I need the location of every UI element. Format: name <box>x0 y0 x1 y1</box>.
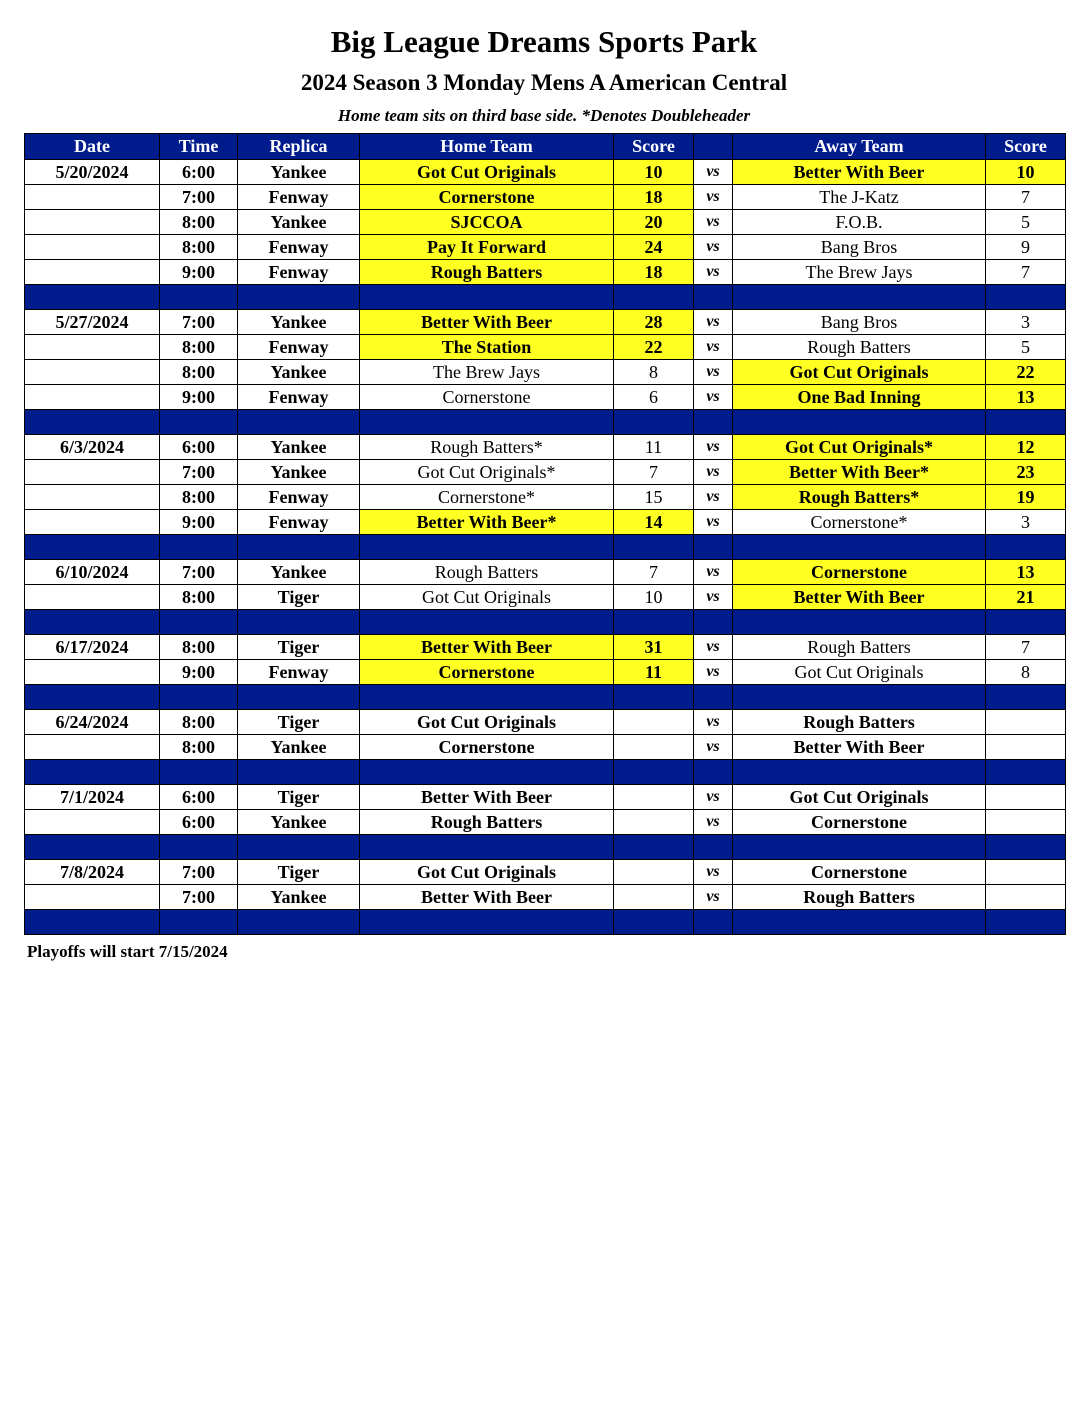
replica-cell: Tiger <box>238 785 360 810</box>
home-team-cell: Got Cut Originals* <box>360 460 614 485</box>
vs-cell: vs <box>694 460 733 485</box>
separator-cell <box>733 685 986 710</box>
away-team-cell: Better With Beer <box>733 735 986 760</box>
home-score-cell: 7 <box>614 460 694 485</box>
separator-cell <box>160 610 238 635</box>
home-team-cell: Better With Beer <box>360 635 614 660</box>
separator-cell <box>160 685 238 710</box>
away-score-cell: 5 <box>986 335 1066 360</box>
separator-cell <box>25 910 160 935</box>
home-team-cell: Got Cut Originals <box>360 710 614 735</box>
vs-cell: vs <box>694 735 733 760</box>
vs-cell: vs <box>694 435 733 460</box>
date-cell <box>25 385 160 410</box>
away-score-cell <box>986 860 1066 885</box>
date-cell <box>25 485 160 510</box>
home-score-cell: 7 <box>614 560 694 585</box>
vs-cell: vs <box>694 385 733 410</box>
away-score-cell: 8 <box>986 660 1066 685</box>
game-row <box>25 510 1066 535</box>
vs-cell: vs <box>694 185 733 210</box>
home-score-cell: 20 <box>614 210 694 235</box>
game-row <box>25 860 1066 885</box>
home-team-cell: Better With Beer <box>360 310 614 335</box>
separator-cell <box>160 285 238 310</box>
column-header: Away Team <box>733 134 986 160</box>
game-row <box>25 485 1066 510</box>
game-row <box>25 660 1066 685</box>
separator-cell <box>160 835 238 860</box>
separator-cell <box>25 760 160 785</box>
away-score-cell: 13 <box>986 560 1066 585</box>
time-cell: 8:00 <box>160 335 238 360</box>
home-score-cell: 18 <box>614 260 694 285</box>
week-separator-row <box>25 835 1066 860</box>
game-row <box>25 810 1066 835</box>
date-cell <box>25 260 160 285</box>
home-team-cell: SJCCOA <box>360 210 614 235</box>
game-row <box>25 585 1066 610</box>
separator-cell <box>360 835 614 860</box>
away-score-cell: 13 <box>986 385 1066 410</box>
time-cell: 9:00 <box>160 510 238 535</box>
column-header: Replica <box>238 134 360 160</box>
date-cell: 6/3/2024 <box>25 435 160 460</box>
vs-cell: vs <box>694 710 733 735</box>
home-score-cell: 15 <box>614 485 694 510</box>
separator-cell <box>238 410 360 435</box>
replica-cell: Fenway <box>238 335 360 360</box>
separator-cell <box>986 760 1066 785</box>
separator-cell <box>25 685 160 710</box>
separator-cell <box>733 835 986 860</box>
away-team-cell: Rough Batters <box>733 635 986 660</box>
replica-cell: Yankee <box>238 735 360 760</box>
separator-cell <box>25 285 160 310</box>
time-cell: 7:00 <box>160 310 238 335</box>
separator-cell <box>986 910 1066 935</box>
date-cell <box>25 235 160 260</box>
separator-cell <box>986 610 1066 635</box>
column-header <box>694 134 733 160</box>
home-team-cell: Got Cut Originals <box>360 585 614 610</box>
vs-cell: vs <box>694 310 733 335</box>
replica-cell: Fenway <box>238 235 360 260</box>
week-separator-row <box>25 610 1066 635</box>
vs-cell: vs <box>694 210 733 235</box>
home-score-cell <box>614 785 694 810</box>
time-cell: 7:00 <box>160 560 238 585</box>
vs-cell: vs <box>694 510 733 535</box>
separator-cell <box>986 535 1066 560</box>
date-cell: 7/1/2024 <box>25 785 160 810</box>
game-row <box>25 260 1066 285</box>
column-header: Date <box>25 134 160 160</box>
replica-cell: Fenway <box>238 260 360 285</box>
vs-cell: vs <box>694 485 733 510</box>
away-score-cell: 9 <box>986 235 1066 260</box>
date-cell <box>25 210 160 235</box>
home-score-cell: 10 <box>614 585 694 610</box>
away-team-cell: Rough Batters* <box>733 485 986 510</box>
home-team-cell: Rough Batters <box>360 260 614 285</box>
schedule-note: Home team sits on third base side. *Denotes Doubleheader <box>337 106 751 125</box>
home-score-cell: 18 <box>614 185 694 210</box>
separator-cell <box>694 760 733 785</box>
separator-cell <box>694 610 733 635</box>
away-team-cell: Rough Batters <box>733 710 986 735</box>
separator-cell <box>614 535 694 560</box>
away-team-cell: Got Cut Originals* <box>733 435 986 460</box>
separator-cell <box>986 835 1066 860</box>
date-cell <box>25 585 160 610</box>
away-team-cell: Got Cut Originals <box>733 785 986 810</box>
schedule-table <box>24 133 1066 935</box>
separator-cell <box>360 760 614 785</box>
separator-cell <box>986 685 1066 710</box>
week-separator-row <box>25 910 1066 935</box>
date-cell <box>25 810 160 835</box>
vs-cell: vs <box>694 885 733 910</box>
home-team-cell: Rough Batters <box>360 810 614 835</box>
away-score-cell <box>986 810 1066 835</box>
replica-cell: Fenway <box>238 385 360 410</box>
separator-cell <box>614 910 694 935</box>
game-row <box>25 385 1066 410</box>
separator-cell <box>614 610 694 635</box>
separator-cell <box>238 535 360 560</box>
home-score-cell <box>614 810 694 835</box>
away-score-cell: 7 <box>986 260 1066 285</box>
away-score-cell: 21 <box>986 585 1066 610</box>
separator-cell <box>25 535 160 560</box>
column-header: Time <box>160 134 238 160</box>
home-score-cell: 8 <box>614 360 694 385</box>
week-separator-row <box>25 685 1066 710</box>
replica-cell: Tiger <box>238 585 360 610</box>
week-separator-row <box>25 760 1066 785</box>
separator-cell <box>986 285 1066 310</box>
separator-cell <box>733 410 986 435</box>
away-score-cell: 12 <box>986 435 1066 460</box>
vs-cell: vs <box>694 560 733 585</box>
home-team-cell: Pay It Forward <box>360 235 614 260</box>
separator-cell <box>360 535 614 560</box>
schedule-body <box>25 160 1066 935</box>
game-row <box>25 785 1066 810</box>
replica-cell: Fenway <box>238 185 360 210</box>
replica-cell: Yankee <box>238 810 360 835</box>
home-team-cell: Cornerstone <box>360 660 614 685</box>
date-cell: 6/17/2024 <box>25 635 160 660</box>
replica-cell: Tiger <box>238 635 360 660</box>
home-team-cell: Got Cut Originals <box>360 160 614 185</box>
time-cell: 8:00 <box>160 735 238 760</box>
replica-cell: Yankee <box>238 885 360 910</box>
home-score-cell: 6 <box>614 385 694 410</box>
date-cell: 7/8/2024 <box>25 860 160 885</box>
away-team-cell: The Brew Jays <box>733 260 986 285</box>
game-row <box>25 310 1066 335</box>
vs-cell: vs <box>694 360 733 385</box>
replica-cell: Yankee <box>238 210 360 235</box>
away-team-cell: One Bad Inning <box>733 385 986 410</box>
date-cell <box>25 360 160 385</box>
game-row <box>25 235 1066 260</box>
date-cell: 5/27/2024 <box>25 310 160 335</box>
playoffs-note: Playoffs will start 7/15/2024 <box>27 942 228 961</box>
game-row <box>25 335 1066 360</box>
home-team-cell: Cornerstone <box>360 735 614 760</box>
time-cell: 6:00 <box>160 160 238 185</box>
home-team-cell: Better With Beer* <box>360 510 614 535</box>
separator-cell <box>614 760 694 785</box>
replica-cell: Yankee <box>238 460 360 485</box>
time-cell: 8:00 <box>160 585 238 610</box>
vs-cell: vs <box>694 635 733 660</box>
separator-cell <box>694 910 733 935</box>
separator-cell <box>238 835 360 860</box>
game-row <box>25 360 1066 385</box>
separator-cell <box>238 285 360 310</box>
separator-cell <box>25 610 160 635</box>
away-score-cell: 7 <box>986 185 1066 210</box>
home-team-cell: Got Cut Originals <box>360 860 614 885</box>
game-row <box>25 735 1066 760</box>
time-cell: 7:00 <box>160 885 238 910</box>
home-score-cell: 14 <box>614 510 694 535</box>
separator-cell <box>694 535 733 560</box>
replica-cell: Yankee <box>238 560 360 585</box>
game-row <box>25 560 1066 585</box>
week-separator-row <box>25 535 1066 560</box>
separator-cell <box>733 610 986 635</box>
vs-cell: vs <box>694 660 733 685</box>
home-team-cell: The Station <box>360 335 614 360</box>
column-header: Score <box>986 134 1066 160</box>
separator-cell <box>160 910 238 935</box>
home-team-cell: Better With Beer <box>360 885 614 910</box>
column-header: Score <box>614 134 694 160</box>
separator-cell <box>238 910 360 935</box>
home-team-cell: Rough Batters <box>360 560 614 585</box>
time-cell: 8:00 <box>160 710 238 735</box>
away-score-cell: 19 <box>986 485 1066 510</box>
time-cell: 9:00 <box>160 660 238 685</box>
replica-cell: Fenway <box>238 485 360 510</box>
page-title: Big League Dreams Sports Park <box>330 24 758 59</box>
separator-cell <box>694 685 733 710</box>
replica-cell: Yankee <box>238 310 360 335</box>
home-score-cell <box>614 860 694 885</box>
vs-cell: vs <box>694 785 733 810</box>
replica-cell: Fenway <box>238 510 360 535</box>
home-score-cell <box>614 885 694 910</box>
home-score-cell: 10 <box>614 160 694 185</box>
away-score-cell: 23 <box>986 460 1066 485</box>
replica-cell: Fenway <box>238 660 360 685</box>
week-separator-row <box>25 410 1066 435</box>
time-cell: 6:00 <box>160 810 238 835</box>
separator-cell <box>360 410 614 435</box>
time-cell: 8:00 <box>160 210 238 235</box>
separator-cell <box>694 410 733 435</box>
separator-cell <box>614 410 694 435</box>
separator-cell <box>160 410 238 435</box>
replica-cell: Yankee <box>238 435 360 460</box>
game-row <box>25 185 1066 210</box>
separator-cell <box>733 910 986 935</box>
table-header-row <box>25 134 1066 160</box>
home-score-cell: 28 <box>614 310 694 335</box>
home-score-cell <box>614 735 694 760</box>
separator-cell <box>733 535 986 560</box>
column-header: Home Team <box>360 134 614 160</box>
away-team-cell: The J-Katz <box>733 185 986 210</box>
date-cell <box>25 660 160 685</box>
away-score-cell: 7 <box>986 635 1066 660</box>
separator-cell <box>986 410 1066 435</box>
home-team-cell: Cornerstone <box>360 385 614 410</box>
home-team-cell: Cornerstone* <box>360 485 614 510</box>
date-cell <box>25 460 160 485</box>
home-score-cell: 31 <box>614 635 694 660</box>
vs-cell: vs <box>694 860 733 885</box>
game-row <box>25 635 1066 660</box>
game-row <box>25 885 1066 910</box>
away-score-cell: 3 <box>986 510 1066 535</box>
separator-cell <box>360 910 614 935</box>
game-row <box>25 460 1066 485</box>
away-team-cell: Cornerstone <box>733 860 986 885</box>
away-score-cell <box>986 710 1066 735</box>
page-subtitle: 2024 Season 3 Monday Mens A American Central <box>300 70 788 95</box>
separator-cell <box>694 285 733 310</box>
time-cell: 7:00 <box>160 460 238 485</box>
home-team-cell: The Brew Jays <box>360 360 614 385</box>
vs-cell: vs <box>694 585 733 610</box>
separator-cell <box>160 760 238 785</box>
vs-cell: vs <box>694 335 733 360</box>
away-team-cell: Bang Bros <box>733 310 986 335</box>
separator-cell <box>614 285 694 310</box>
away-score-cell <box>986 785 1066 810</box>
replica-cell: Yankee <box>238 360 360 385</box>
date-cell <box>25 185 160 210</box>
date-cell: 6/24/2024 <box>25 710 160 735</box>
separator-cell <box>160 535 238 560</box>
vs-cell: vs <box>694 235 733 260</box>
time-cell: 7:00 <box>160 185 238 210</box>
week-separator-row <box>25 285 1066 310</box>
vs-cell: vs <box>694 160 733 185</box>
home-team-cell: Rough Batters* <box>360 435 614 460</box>
separator-cell <box>360 285 614 310</box>
game-row <box>25 210 1066 235</box>
separator-cell <box>238 760 360 785</box>
replica-cell: Yankee <box>238 160 360 185</box>
time-cell: 7:00 <box>160 860 238 885</box>
away-team-cell: Got Cut Originals <box>733 660 986 685</box>
separator-cell <box>360 685 614 710</box>
time-cell: 6:00 <box>160 785 238 810</box>
away-team-cell: Better With Beer <box>733 585 986 610</box>
replica-cell: Tiger <box>238 710 360 735</box>
date-cell: 6/10/2024 <box>25 560 160 585</box>
separator-cell <box>614 835 694 860</box>
away-team-cell: F.O.B. <box>733 210 986 235</box>
separator-cell <box>238 610 360 635</box>
away-score-cell <box>986 885 1066 910</box>
date-cell <box>25 335 160 360</box>
separator-cell <box>614 685 694 710</box>
separator-cell <box>25 410 160 435</box>
game-row <box>25 160 1066 185</box>
vs-cell: vs <box>694 260 733 285</box>
away-team-cell: Got Cut Originals <box>733 360 986 385</box>
time-cell: 6:00 <box>160 435 238 460</box>
away-team-cell: Better With Beer <box>733 160 986 185</box>
separator-cell <box>733 285 986 310</box>
vs-cell: vs <box>694 810 733 835</box>
time-cell: 9:00 <box>160 260 238 285</box>
home-score-cell: 24 <box>614 235 694 260</box>
date-cell: 5/20/2024 <box>25 160 160 185</box>
game-row <box>25 435 1066 460</box>
away-team-cell: Bang Bros <box>733 235 986 260</box>
away-team-cell: Rough Batters <box>733 335 986 360</box>
separator-cell <box>238 685 360 710</box>
away-team-cell: Rough Batters <box>733 885 986 910</box>
time-cell: 8:00 <box>160 235 238 260</box>
home-team-cell: Better With Beer <box>360 785 614 810</box>
game-row <box>25 710 1066 735</box>
home-score-cell: 22 <box>614 335 694 360</box>
away-team-cell: Better With Beer* <box>733 460 986 485</box>
date-cell <box>25 885 160 910</box>
home-score-cell <box>614 710 694 735</box>
home-score-cell: 11 <box>614 435 694 460</box>
home-score-cell: 11 <box>614 660 694 685</box>
separator-cell <box>360 610 614 635</box>
away-team-cell: Cornerstone <box>733 560 986 585</box>
time-cell: 8:00 <box>160 635 238 660</box>
home-team-cell: Cornerstone <box>360 185 614 210</box>
away-team-cell: Cornerstone <box>733 810 986 835</box>
away-score-cell: 3 <box>986 310 1066 335</box>
separator-cell <box>694 835 733 860</box>
away-score-cell: 22 <box>986 360 1066 385</box>
separator-cell <box>733 760 986 785</box>
away-score-cell <box>986 735 1066 760</box>
replica-cell: Tiger <box>238 860 360 885</box>
time-cell: 8:00 <box>160 485 238 510</box>
away-score-cell: 5 <box>986 210 1066 235</box>
time-cell: 8:00 <box>160 360 238 385</box>
date-cell <box>25 510 160 535</box>
away-score-cell: 10 <box>986 160 1066 185</box>
separator-cell <box>25 835 160 860</box>
date-cell <box>25 735 160 760</box>
time-cell: 9:00 <box>160 385 238 410</box>
away-team-cell: Cornerstone* <box>733 510 986 535</box>
